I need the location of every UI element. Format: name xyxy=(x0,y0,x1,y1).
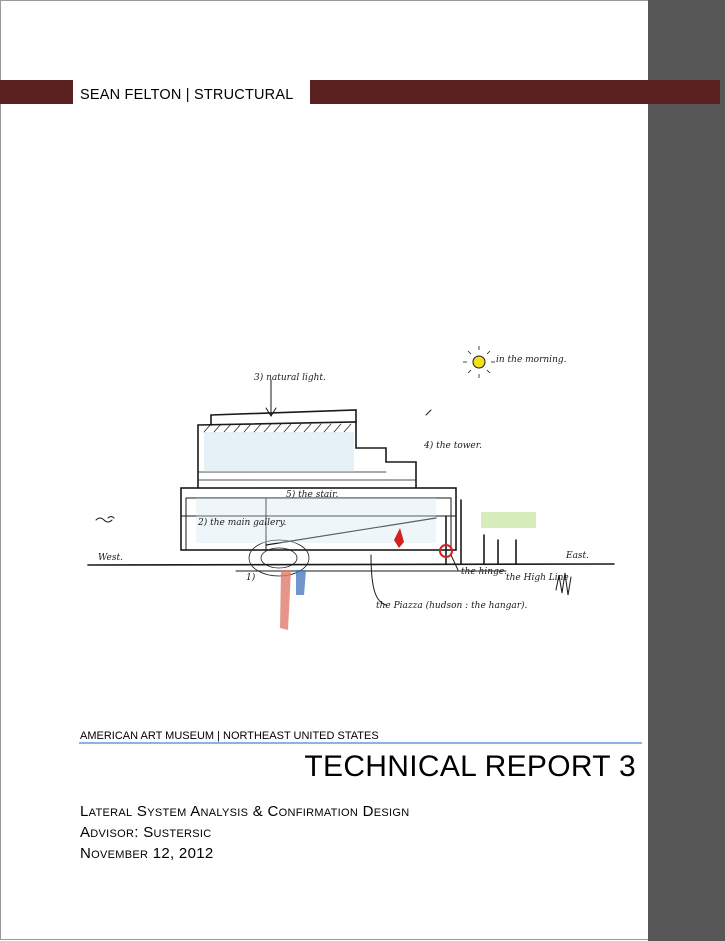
svg-text:the Piazza (hudson : the hanga: the Piazza (hudson : the hangar). xyxy=(376,601,528,611)
svg-text:the High Line: the High Line xyxy=(506,573,569,583)
svg-text:East.: East. xyxy=(566,551,590,561)
title-rule xyxy=(79,742,642,744)
svg-text:2) the main gallery.: 2) the main gallery. xyxy=(198,518,287,528)
svg-text:the hinge.: the hinge. xyxy=(461,567,508,577)
side-bar xyxy=(648,0,725,941)
project-line: AMERICAN ART MUSEUM | NORTHEAST UNITED STATES xyxy=(80,730,379,742)
svg-text:5) the stair.: 5) the stair. xyxy=(286,490,339,500)
svg-text:West.: West. xyxy=(98,553,123,563)
svg-text:in the morning.: in the morning. xyxy=(496,355,567,365)
report-subtitle: Lateral System Analysis & Confirmation Design xyxy=(80,803,410,820)
advisor-line: Advisor: Sustersic xyxy=(80,824,212,841)
svg-text:1): 1) xyxy=(246,573,256,583)
header-band-right xyxy=(310,80,720,104)
svg-text:3) natural light.: 3) natural light. xyxy=(254,373,326,383)
svg-text:4) the tower.: 4) the tower. xyxy=(424,441,482,451)
report-title: TECHNICAL REPORT 3 xyxy=(304,750,636,783)
header-band-left xyxy=(0,80,73,104)
architectural-sketch-icon xyxy=(86,340,626,640)
author-line: SEAN FELTON | STRUCTURAL xyxy=(80,87,294,103)
date-line: November 12, 2012 xyxy=(80,845,214,862)
